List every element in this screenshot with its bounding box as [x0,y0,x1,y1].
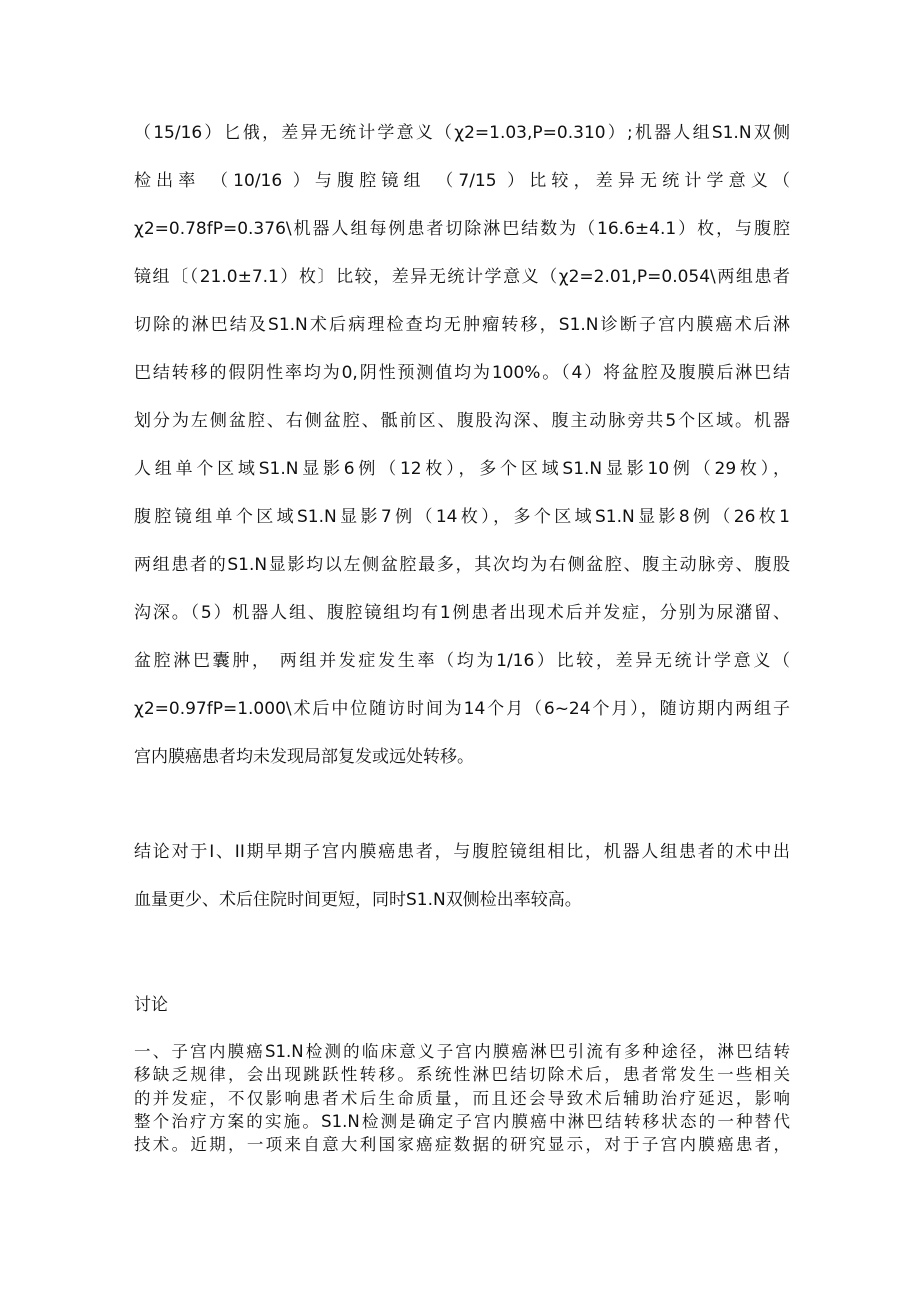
text-line: 沟深。（5）机器人组、腹腔镜组均有1例患者出现术后并发症，分别为尿潴留、 [134,603,790,623]
text-line: 血量更少、术后住院时间更短，同时S1.N双侧检出率较高。 [134,890,582,910]
text-line: 划分为左侧盆腔、右侧盆腔、骶前区、腹股沟深、腹主动脉旁共5个区域。机器 [134,411,790,431]
text-line: 腹腔镜组单个区域S1.N显影7例（14枚），多个区域S1.N显影8例（26枚1 [134,507,790,527]
text-line: 巴结转移的假阴性率均为0,阴性预测值均为100%。（4）将盆腔及腹膜后淋巴结 [134,363,790,383]
text-line: 宫内膜癌患者均未发现局部复发或远处转移。 [134,747,474,767]
text-line: 切除的淋巴结及S1.N术后病理检查均无肿瘤转移，S1.N诊断子宫内膜癌术后淋 [134,315,790,335]
text-line: 一、子宫内膜癌S1.N检测的临床意义子宫内膜癌淋巴引流有多种途径，淋巴结转 [134,1042,790,1061]
text-line: χ2=0.78fP=0.376\机器人组每例患者切除淋巴结数为（16.6±4.1）枚，与腹腔 [134,219,790,239]
text-line: 移缺乏规律，会出现跳跃性转移。系统性淋巴结切除术后，患者常发生一些相关 [134,1065,790,1084]
section-heading-discussion: 讨论 [134,995,168,1015]
text-line: 人组单个区域S1.N显影6例（12枚），多个区域S1.N显影10例（29枚）， [134,459,790,479]
text-line: 整个治疗方案的实施。S1.N检测是确定子宫内膜癌中淋巴结转移状态的一种替代 [134,1112,790,1131]
text-line: 两组患者的S1.N显影均以左侧盆腔最多，其次均为右侧盆腔、腹主动脉旁、腹股 [134,555,790,575]
text-line: 盆腔淋巴囊肿， 两组并发症发生率（均为1/16）比较，差异无统计学意义（ [134,651,790,671]
text-line: 技术。近期，一项来自意大利国家癌症数据的研究显示，对于子宫内膜癌患者， [134,1135,790,1154]
text-line: 的并发症，不仅影响患者术后生命质量，而且还会导致术后辅助治疗延迟，影响 [134,1089,790,1108]
text-line: （15/16）匕俄，差异无统计学意义（χ2=1.03,P=0.310）;机器人组S1.N双侧 [134,123,790,143]
text-line: χ2=0.97fP=1.000\术后中位随访时间为14个月（6~24个月），随访期内两组子 [134,699,790,719]
text-line: 镜组〔（21.0±7.1）枚〕比较，差异无统计学意义（χ2=2.01,P=0.054\两组患者 [134,267,790,287]
text-line: 结论对于I、II期早期子宫内膜癌患者，与腹腔镜组相比，机器人组患者的术中出 [134,842,790,862]
text-line: 检出率 （10/16 ）与腹腔镜组 （7/15 ）比较，差异无统计学意义（ [134,171,790,191]
